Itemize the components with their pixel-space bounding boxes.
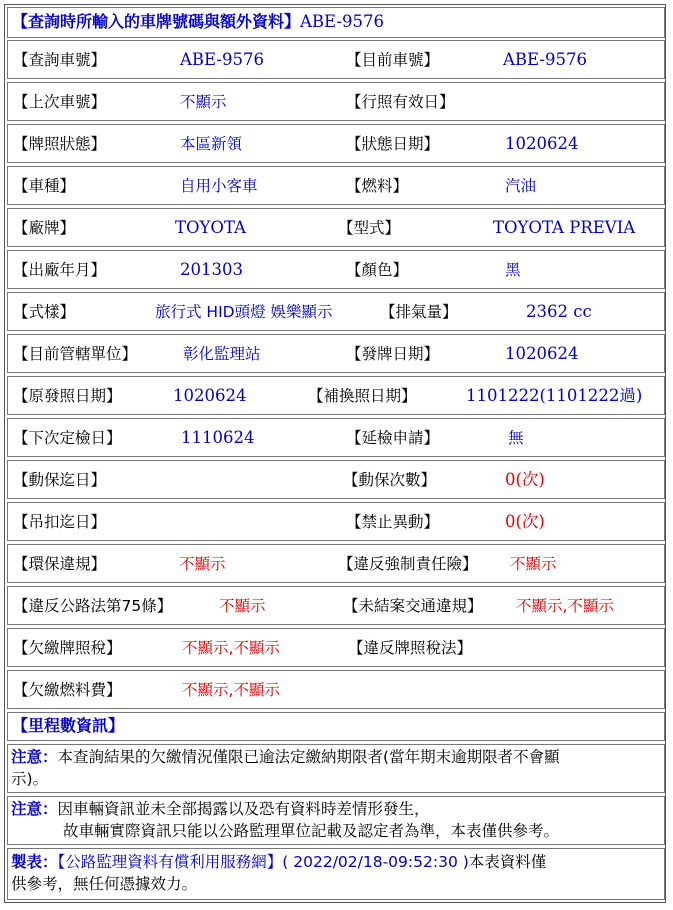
value-transfer-prohibited: 0(次) (505, 512, 545, 531)
value-insurance-violation: 不顯示 (510, 555, 557, 573)
label-license-tax-violation: 【違反牌照稅法】 (348, 639, 473, 657)
table-row (7, 460, 665, 499)
note-2-text: 注意：因車輛資訊並未全部揭露以及恐有資料時差情形發生， 故車輛實際資訊只能以公路監理單位記載及認定者為準，本表僅供參考。 (11, 800, 560, 840)
value-original-license-date: 1020624 (173, 386, 247, 405)
label-collateral-end-date: 【動保迄日】 (13, 471, 107, 489)
label-original-license-date: 【原發照日期】 (13, 387, 122, 405)
label-plate-issue-date: 【發牌日期】 (346, 345, 440, 363)
value-highway-act-violation: 不顯示 (219, 597, 266, 615)
label-insurance-violation: 【違反強制責任險】 (338, 555, 478, 573)
label-collateral-count: 【動保次數】 (343, 471, 437, 489)
value-brand: TOYOTA (175, 218, 246, 237)
note-1 (7, 744, 665, 793)
value-status-date: 1020624 (505, 134, 579, 153)
footer-text: 製表：【公路監理資料有償利用服務網】( 2022/02/18-09:52:30 )本表資料僅 供參考，無任何憑據效力。 (11, 853, 547, 893)
table-row (7, 250, 665, 289)
label-previous-plate: 【上次車號】 (13, 93, 107, 111)
value-query-plate: ABE-9576 (180, 50, 264, 69)
note-2-label: 注意： (11, 800, 58, 818)
value-unpaid-fuel-fee: 不顯示,不顯示 (182, 681, 280, 699)
label-transfer-prohibited: 【禁止異動】 (346, 513, 440, 531)
table-row (7, 628, 665, 667)
value-fuel: 汽油 (505, 177, 537, 195)
table-row (7, 670, 665, 709)
table-row (7, 208, 665, 247)
value-body-style: 旅行式 HID頭燈 娛樂顯示 (155, 303, 333, 321)
table-row (7, 40, 665, 79)
label-query-plate: 【查詢車號】 (13, 51, 107, 69)
table-row (7, 418, 665, 457)
label-jurisdiction-office: 【目前管轄單位】 (13, 345, 138, 363)
value-displacement: 2362 cc (526, 302, 592, 321)
value-environmental-violation: 不顯示 (179, 555, 226, 573)
value-color: 黑 (505, 261, 521, 279)
table-row (7, 502, 665, 541)
label-license-valid-date: 【行照有效日】 (346, 93, 455, 111)
table-row (7, 334, 665, 373)
query-header-title: 【查詢時所輸入的車牌號碼與額外資料】ABE-9576 (12, 12, 384, 31)
footer-label: 製表： (11, 853, 58, 871)
value-next-inspection-date: 1110624 (181, 428, 255, 447)
label-unpaid-fuel-fee: 【欠繳燃料費】 (13, 681, 122, 699)
value-plate-issue-date: 1020624 (505, 344, 579, 363)
value-inspection-extension: 無 (508, 429, 524, 447)
footer-source: 【公路監理資料有償利用服務網】 (57, 853, 283, 871)
value-jurisdiction-office: 彰化監理站 (183, 345, 261, 363)
label-open-traffic-violations: 【未結案交通違規】 (343, 597, 483, 615)
label-current-plate: 【目前車號】 (346, 51, 440, 69)
value-manufacture-date: 201303 (180, 260, 243, 279)
label-color: 【顏色】 (346, 261, 409, 279)
label-manufacture-date: 【出廠年月】 (13, 261, 107, 279)
query-header-plate: ABE-9576 (300, 12, 384, 31)
table-row (7, 586, 665, 625)
label-plate-status: 【牌照狀態】 (13, 135, 107, 153)
label-brand: 【廠牌】 (13, 219, 76, 237)
table-row (7, 544, 665, 583)
mileage-title: 【里程數資訊】 (12, 716, 125, 735)
footer (7, 848, 665, 900)
value-renewal-date: 1101222(1101222過) (466, 386, 643, 405)
label-body-style: 【式樣】 (13, 303, 76, 321)
mileage-section (7, 712, 665, 741)
table-row (7, 124, 665, 163)
label-environmental-violation: 【環保違規】 (13, 555, 107, 573)
query-header (7, 7, 665, 38)
value-current-plate: ABE-9576 (503, 50, 587, 69)
table-row (7, 376, 665, 415)
label-inspection-extension: 【延檢申請】 (346, 429, 440, 447)
value-unpaid-license-tax: 不顯示,不顯示 (182, 639, 280, 657)
label-fuel: 【燃料】 (346, 177, 409, 195)
table-row (7, 166, 665, 205)
note-2 (7, 796, 665, 845)
label-renewal-date: 【補換照日期】 (308, 387, 417, 405)
label-next-inspection-date: 【下次定檢日】 (13, 429, 122, 447)
value-previous-plate: 不顯示 (180, 93, 227, 111)
value-model: TOYOTA PREVIA (493, 218, 636, 237)
label-displacement: 【排氣量】 (380, 303, 458, 321)
value-collateral-count: 0(次) (505, 470, 545, 489)
value-plate-status: 本區新領 (180, 135, 243, 153)
label-model: 【型式】 (338, 219, 401, 237)
table-row (7, 292, 665, 331)
note-1-text: 注意：本查詢結果的欠繳情況僅限已逾法定繳納期限者(當年期末逾期限者不會顯 示)。 (11, 748, 560, 788)
label-highway-act-violation: 【違反公路法第75條】 (13, 597, 173, 615)
value-open-traffic-violations: 不顯示,不顯示 (516, 597, 614, 615)
value-vehicle-type: 自用小客車 (180, 177, 258, 195)
footer-timestamp: ( 2022/02/18-09:52:30 ) (282, 853, 469, 871)
label-status-date: 【狀態日期】 (346, 135, 440, 153)
label-vehicle-type: 【車種】 (13, 177, 76, 195)
label-suspension-end-date: 【吊扣迄日】 (13, 513, 107, 531)
note-1-label: 注意： (11, 748, 58, 766)
label-unpaid-license-tax: 【欠繳牌照稅】 (13, 639, 122, 657)
table-row (7, 82, 665, 121)
